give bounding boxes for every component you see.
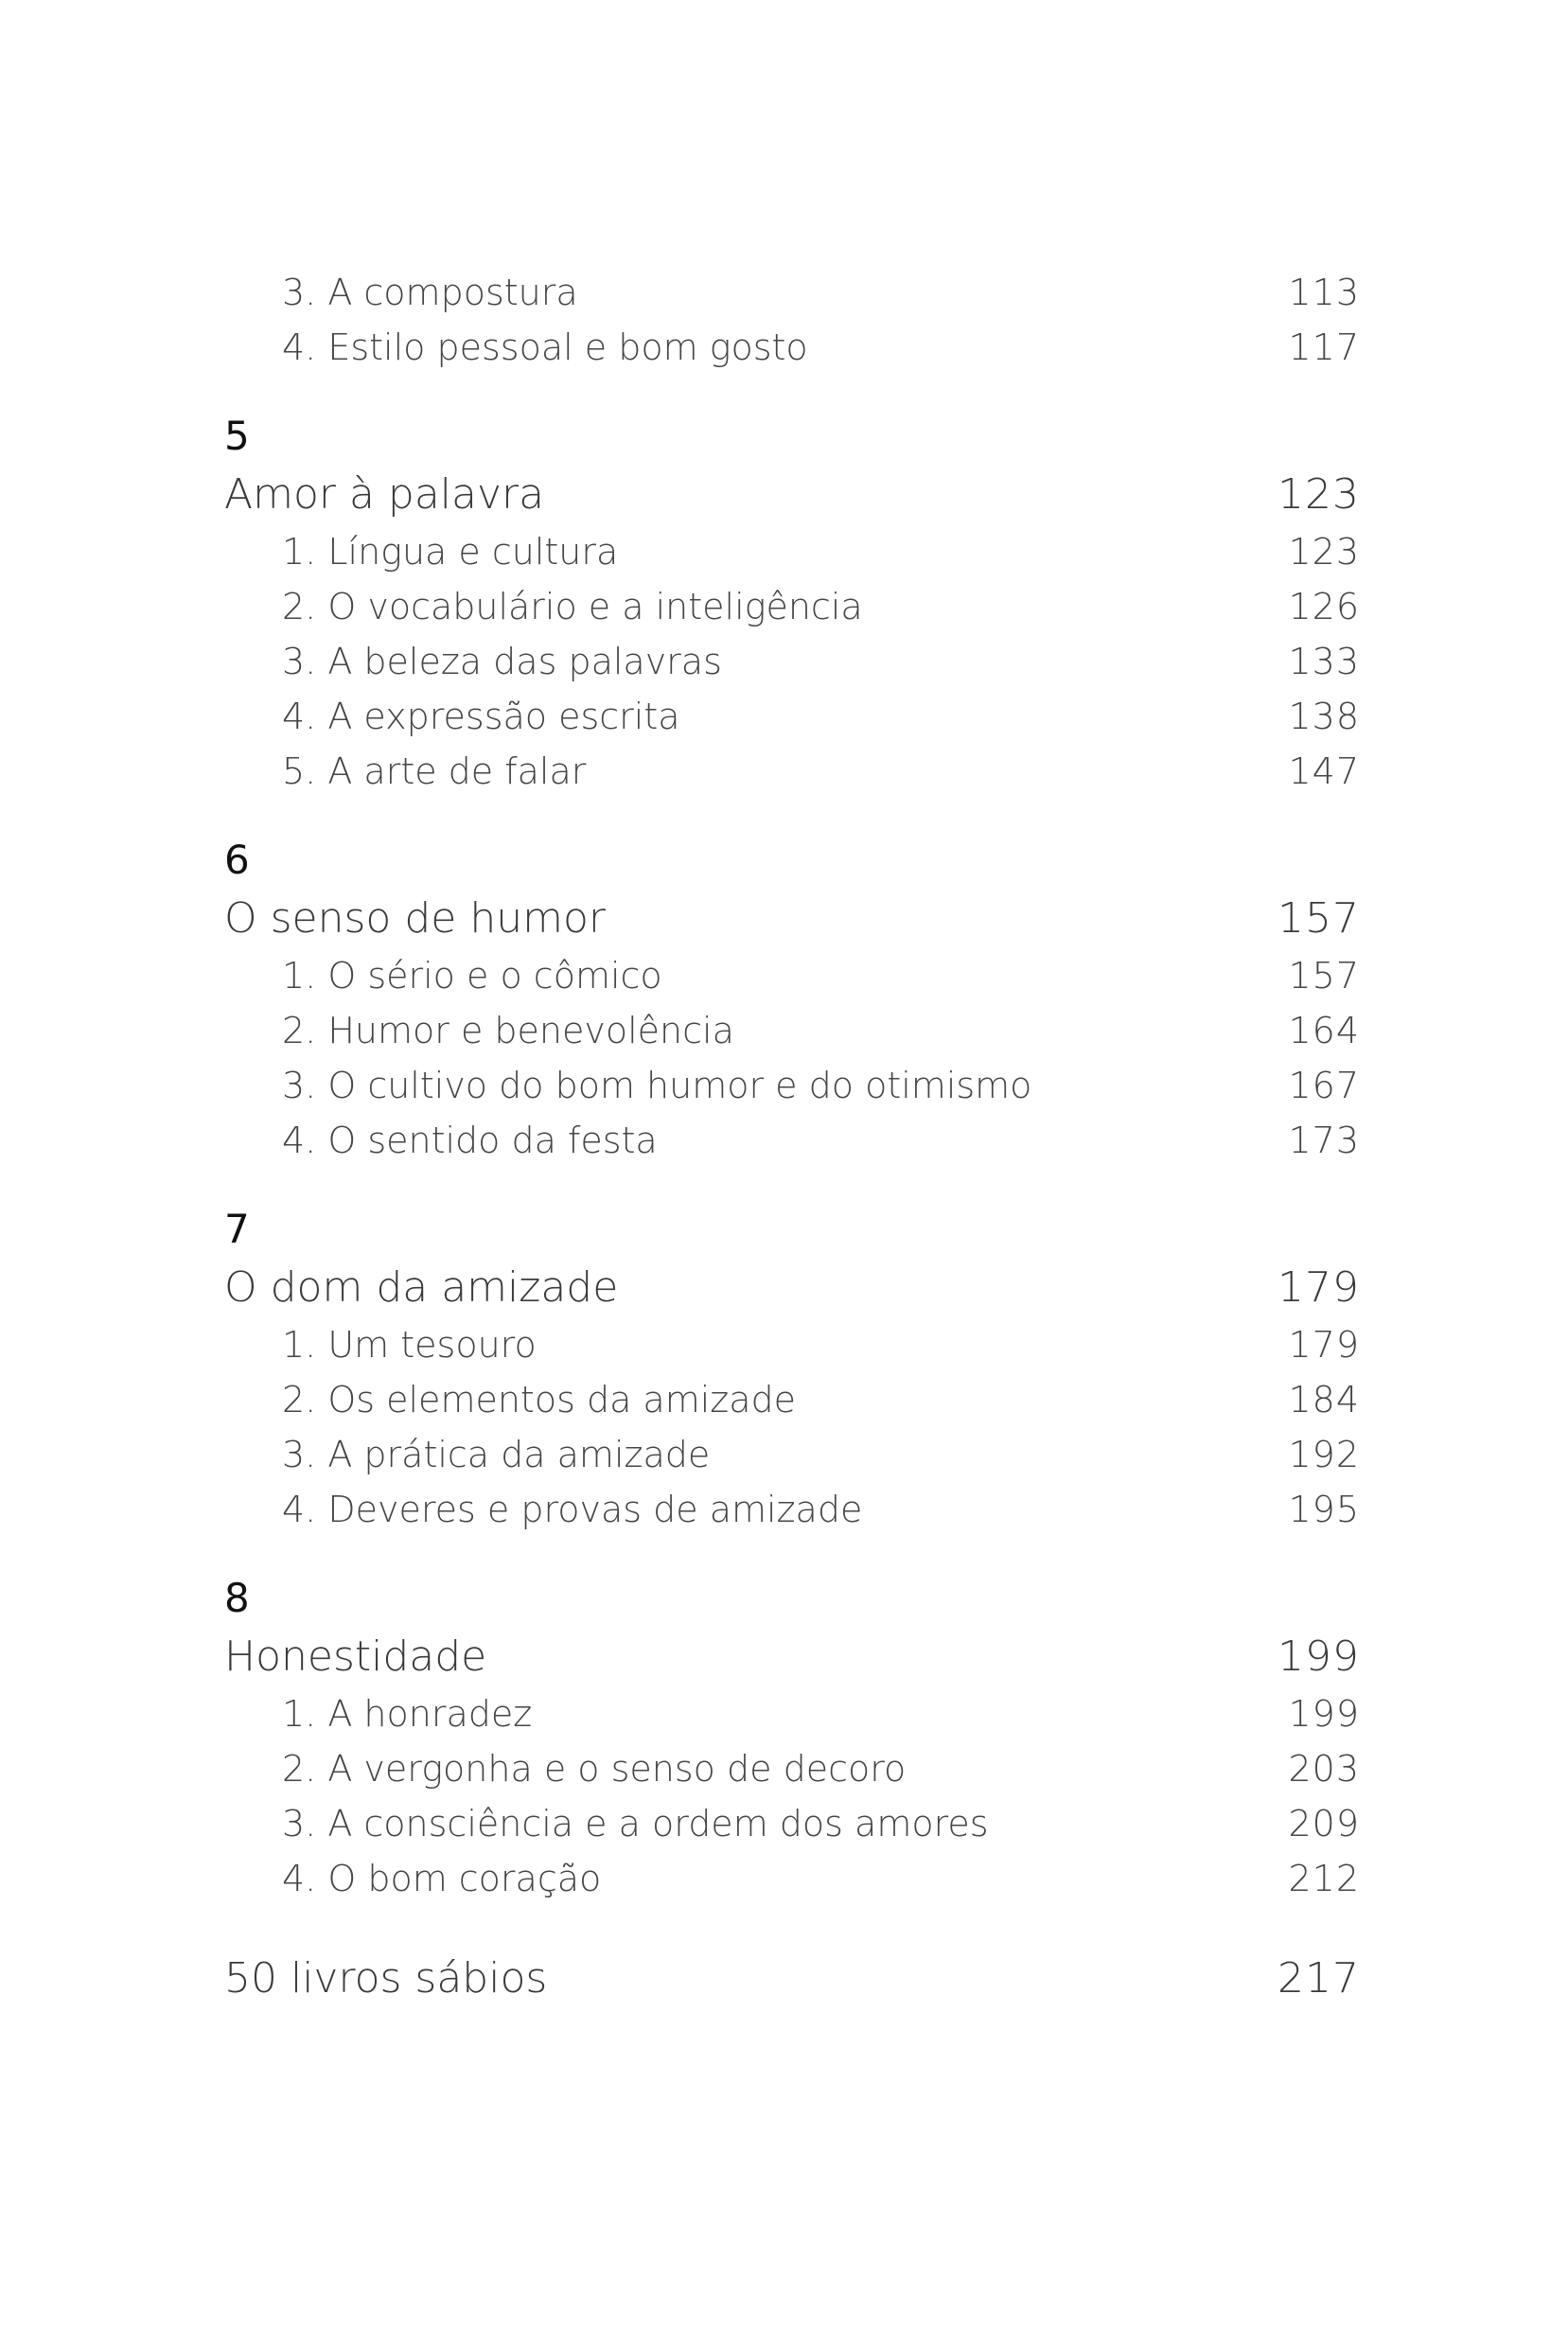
toc-section-label: 2. Os elementos da amizade	[282, 1379, 797, 1421]
toc-page-number: 199	[1288, 1693, 1360, 1735]
toc-page-number: 167	[1288, 1065, 1360, 1106]
toc-section-row[interactable]	[224, 1113, 1360, 1168]
toc-page-number: 133	[1288, 641, 1360, 682]
toc-section-label: 1. O sério e o cômico	[282, 955, 662, 997]
toc-section-label: 3. A prática da amizade	[282, 1434, 711, 1475]
toc-page-number: 126	[1288, 586, 1360, 627]
toc-page-number: 179	[1277, 1263, 1360, 1312]
toc-section-label: 3. A beleza das palavras	[282, 641, 722, 682]
toc-section-label: 4. Estilo pessoal e bom gosto	[282, 326, 808, 368]
toc-section-row[interactable]	[224, 1482, 1360, 1537]
toc-page-number: 123	[1288, 531, 1360, 573]
toc-section-row[interactable]	[224, 1796, 1360, 1851]
chapter-number: 7	[224, 1206, 250, 1252]
toc-section-label: 4. O sentido da festa	[282, 1120, 658, 1161]
toc-page-number: 179	[1288, 1324, 1360, 1366]
toc-page-number: 192	[1288, 1434, 1360, 1475]
chapter-title: O dom da amizade	[224, 1263, 619, 1312]
toc-section-row[interactable]	[224, 744, 1360, 799]
toc-section-row[interactable]	[224, 524, 1360, 579]
toc-final-entry-row[interactable]	[224, 1950, 1360, 2008]
toc-section-label: 2. O vocabulário e a inteligência	[282, 586, 863, 627]
toc-section-row[interactable]	[224, 1851, 1360, 1906]
toc-page-number: 147	[1288, 750, 1360, 792]
chapter-title-row[interactable]	[224, 890, 1360, 948]
toc-section-row[interactable]	[224, 265, 1360, 320]
toc-page-number: 157	[1288, 955, 1360, 997]
toc-page-number: 164	[1288, 1010, 1360, 1051]
toc-page-number: 123	[1277, 470, 1360, 519]
toc-section-row[interactable]	[224, 320, 1360, 375]
chapter-title: Honestidade	[224, 1632, 487, 1681]
toc-section-row[interactable]	[224, 1058, 1360, 1113]
toc-page-number: 212	[1288, 1858, 1360, 1899]
toc-page-number: 209	[1288, 1803, 1360, 1844]
chapter-number: 8	[224, 1575, 250, 1621]
toc-section-row[interactable]	[224, 1741, 1360, 1796]
toc-section-label: 4. Deveres e provas de amizade	[282, 1489, 863, 1530]
toc-section-row[interactable]	[224, 579, 1360, 634]
chapter-title: O senso de humor	[224, 894, 606, 943]
toc-section-label: 1. A honradez	[282, 1693, 533, 1735]
toc-final-entry-label: 50 livros sábios	[224, 1954, 548, 2003]
chapter-title: Amor à palavra	[224, 470, 545, 519]
toc-section-row[interactable]	[224, 948, 1360, 1003]
chapter-number: 5	[224, 413, 250, 459]
toc-page-number: 203	[1288, 1748, 1360, 1790]
toc-section-row[interactable]	[224, 1372, 1360, 1427]
toc-section-row[interactable]	[224, 1003, 1360, 1058]
toc-section-label: 3. A compostura	[282, 272, 578, 313]
toc-page-number: 138	[1288, 696, 1360, 737]
toc-page-number: 113	[1288, 272, 1360, 313]
toc-section-row[interactable]	[224, 1317, 1360, 1372]
toc-page-number: 173	[1288, 1120, 1360, 1161]
toc-page-number: 184	[1288, 1379, 1360, 1421]
toc-section-label: 3. O cultivo do bom humor e do otimismo	[282, 1065, 1032, 1106]
chapter-number: 6	[224, 837, 250, 883]
toc-section-label: 2. A vergonha e o senso de decoro	[282, 1748, 907, 1790]
toc-section-row[interactable]	[224, 634, 1360, 689]
chapter-title-row[interactable]	[224, 1628, 1360, 1686]
toc-section-row[interactable]	[224, 1686, 1360, 1741]
toc-page-number: 117	[1288, 326, 1360, 368]
chapter-title-row[interactable]	[224, 1259, 1360, 1317]
table-of-contents	[224, 265, 1360, 2008]
toc-page-number: 195	[1288, 1489, 1360, 1530]
toc-section-label: 1. Um tesouro	[282, 1324, 537, 1366]
toc-section-label: 1. Língua e cultura	[282, 531, 619, 573]
toc-page-number: 217	[1277, 1954, 1360, 2003]
toc-section-label: 3. A consciência e a ordem dos amores	[282, 1803, 989, 1844]
toc-section-row[interactable]	[224, 689, 1360, 744]
toc-page-number: 199	[1277, 1632, 1360, 1681]
toc-page-number: 157	[1277, 894, 1360, 943]
toc-section-label: 4. O bom coração	[282, 1858, 602, 1899]
toc-section-label: 5. A arte de falar	[282, 750, 587, 792]
toc-section-label: 4. A expressão escrita	[282, 696, 680, 737]
toc-section-label: 2. Humor e benevolência	[282, 1010, 734, 1051]
toc-section-row[interactable]	[224, 1427, 1360, 1482]
chapter-title-row[interactable]	[224, 466, 1360, 524]
